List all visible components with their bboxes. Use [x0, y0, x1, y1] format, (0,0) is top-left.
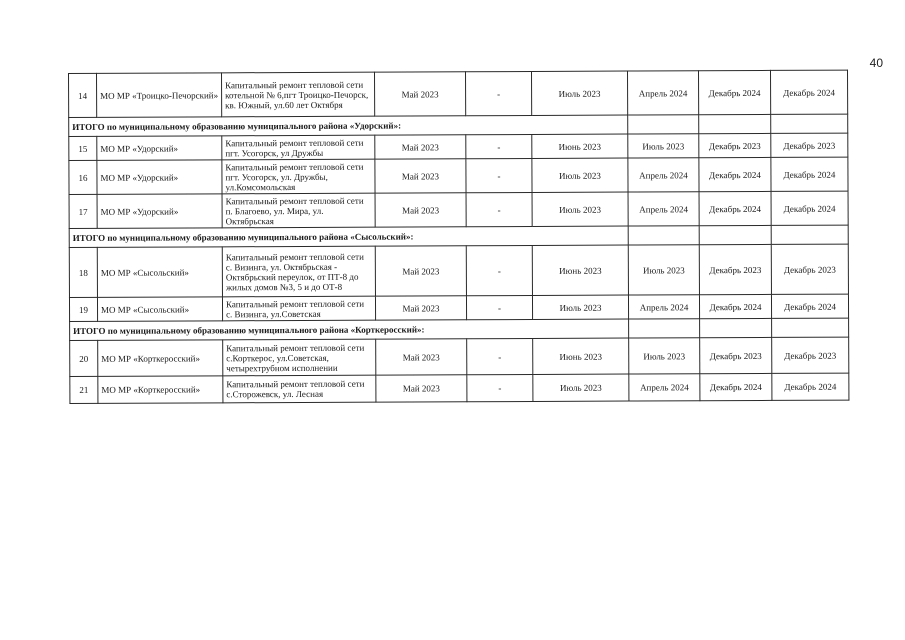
municipality-name: МО МР «Корткеросский» — [98, 340, 223, 377]
municipality-name: МО МР «Троицко-Печорский» — [97, 73, 222, 118]
date-col9: Декабрь 2024 — [771, 157, 848, 191]
table-row — [69, 191, 848, 228]
start-date: Май 2023 — [375, 193, 466, 227]
section-total-empty-cell — [699, 225, 771, 244]
intermediate-date: - — [466, 245, 532, 295]
date-col9: Декабрь 2023 — [771, 244, 848, 294]
date-col7: Апрель 2024 — [628, 295, 699, 319]
page-number: 40 — [869, 56, 883, 70]
intermediate-date: - — [467, 338, 533, 374]
section-total-empty-cell — [629, 319, 700, 338]
date-col9: Декабрь 2024 — [772, 373, 849, 400]
intermediate-date: - — [466, 158, 532, 192]
intermediate-date: - — [466, 192, 532, 226]
row-number: 15 — [69, 136, 97, 160]
date-col6: Июль 2023 — [532, 192, 628, 226]
row-number: 21 — [70, 376, 98, 403]
date-col7: Апрель 2024 — [628, 158, 699, 192]
work-description: Капитальный ремонт тепловой сети с.Сторожевск, ул. Лесная — [223, 375, 376, 403]
work-description: Капитальный ремонт тепловой сети пгт. Усогорск, ул. Дружбы, ул.Комсомольская — [222, 159, 375, 194]
date-col7: Июль 2023 — [628, 134, 699, 158]
section-total-label: ИТОГО по муниципальному образованию муниципального района «Удорский»: — [69, 115, 628, 136]
start-date: Май 2023 — [376, 339, 467, 375]
municipality-name: МО МР «Сысольский» — [97, 297, 222, 322]
section-total-empty-cell — [700, 318, 772, 337]
table-row — [69, 294, 848, 321]
row-number: 14 — [69, 73, 97, 117]
date-col6: Июнь 2023 — [533, 338, 629, 374]
municipality-name: МО МР «Удорский» — [97, 136, 222, 161]
section-total-empty-cell — [771, 114, 848, 133]
schedule-table-wrapper — [68, 70, 848, 404]
date-col8: Декабрь 2024 — [699, 191, 771, 225]
date-col6: Июнь 2023 — [532, 134, 628, 158]
section-total-empty-cell — [628, 115, 699, 134]
work-description: Капитальный ремонт тепловой сети с. Визинга, ул.Советская — [222, 296, 375, 321]
section-total-label: ИТОГО по муниципальному образованию муниципального района «Сысольский»: — [69, 226, 628, 247]
section-total-empty-cell — [771, 225, 848, 244]
section-total-label: ИТОГО по муниципальному образованию муниципального района «Корткеросский»: — [70, 319, 629, 340]
work-description: Капитальный ремонт тепловой сети с. Визинга, ул. Октябрьская - Октябрьский переулок, от ПТ-8 до жилых домов №3, 5 и до ОТ-8 — [222, 246, 375, 297]
date-col8: Декабрь 2023 — [699, 133, 771, 157]
date-col6: Июль 2023 — [532, 295, 628, 319]
work-description: Капитальный ремонт тепловой сети котельной № 6,пгт Троицко-Печорск, кв. Южный, ул.60 лет Октября — [222, 72, 375, 117]
table-row — [69, 244, 848, 297]
start-date: Май 2023 — [376, 375, 467, 402]
date-col8: Декабрь 2024 — [699, 157, 771, 191]
start-date: Май 2023 — [375, 246, 466, 296]
date-col9: Декабрь 2023 — [772, 337, 849, 373]
schedule-table — [68, 70, 849, 404]
start-date: Май 2023 — [374, 72, 465, 116]
date-col9: Декабрь 2023 — [771, 133, 848, 157]
date-col6: Июль 2023 — [533, 374, 629, 401]
work-description: Капитальный ремонт тепловой сети с.Корткерос, ул.Советская, четырехтрубном исполнении — [223, 339, 376, 376]
row-number: 16 — [69, 160, 97, 194]
date-col8: Декабрь 2023 — [699, 244, 771, 294]
municipality-name: МО МР «Сысольский» — [97, 247, 222, 298]
intermediate-date: - — [465, 71, 531, 115]
row-number: 19 — [69, 297, 97, 321]
work-description: Капитальный ремонт тепловой сети п. Благоево, ул. Мира, ул. Октябрьская — [222, 193, 375, 228]
date-col7: Апрель 2024 — [627, 71, 698, 115]
date-col6: Июль 2023 — [532, 158, 628, 192]
date-col6: Июль 2023 — [531, 71, 627, 115]
date-col8: Декабрь 2024 — [699, 294, 771, 318]
municipality-name: МО МР «Удорский» — [97, 194, 222, 229]
table-row — [69, 70, 848, 117]
date-col8: Декабрь 2023 — [700, 337, 772, 373]
start-date: Май 2023 — [375, 159, 466, 193]
row-number: 20 — [70, 340, 98, 376]
date-col7: Июль 2023 — [629, 338, 700, 374]
date-col6: Июнь 2023 — [532, 245, 628, 295]
intermediate-date: - — [467, 374, 533, 401]
section-total-empty-cell — [628, 226, 699, 245]
table-row — [69, 133, 848, 160]
date-col7: Апрель 2024 — [629, 374, 700, 401]
municipality-name: МО МР «Удорский» — [97, 160, 222, 195]
date-col8: Декабрь 2024 — [698, 70, 770, 114]
start-date: Май 2023 — [375, 135, 466, 159]
date-col9: Декабрь 2024 — [770, 70, 847, 114]
row-number: 17 — [69, 194, 97, 228]
table-row — [70, 337, 849, 376]
date-col8: Декабрь 2024 — [700, 373, 772, 400]
schedule-table-body — [69, 70, 849, 403]
table-row — [70, 373, 849, 403]
row-number: 18 — [69, 247, 97, 297]
intermediate-date: - — [466, 134, 532, 158]
date-col9: Декабрь 2024 — [771, 191, 848, 225]
section-total-empty-cell — [772, 318, 849, 337]
section-total-empty-cell — [699, 114, 771, 133]
work-description: Капитальный ремонт тепловой сети пгт. Усогорск, ул Дружбы — [222, 135, 375, 160]
date-col9: Декабрь 2024 — [771, 294, 848, 318]
start-date: Май 2023 — [375, 296, 466, 320]
date-col7: Июль 2023 — [628, 245, 699, 295]
date-col7: Апрель 2024 — [628, 192, 699, 226]
intermediate-date: - — [466, 295, 532, 319]
municipality-name: МО МР «Корткеросский» — [98, 376, 223, 404]
table-row — [69, 157, 848, 194]
